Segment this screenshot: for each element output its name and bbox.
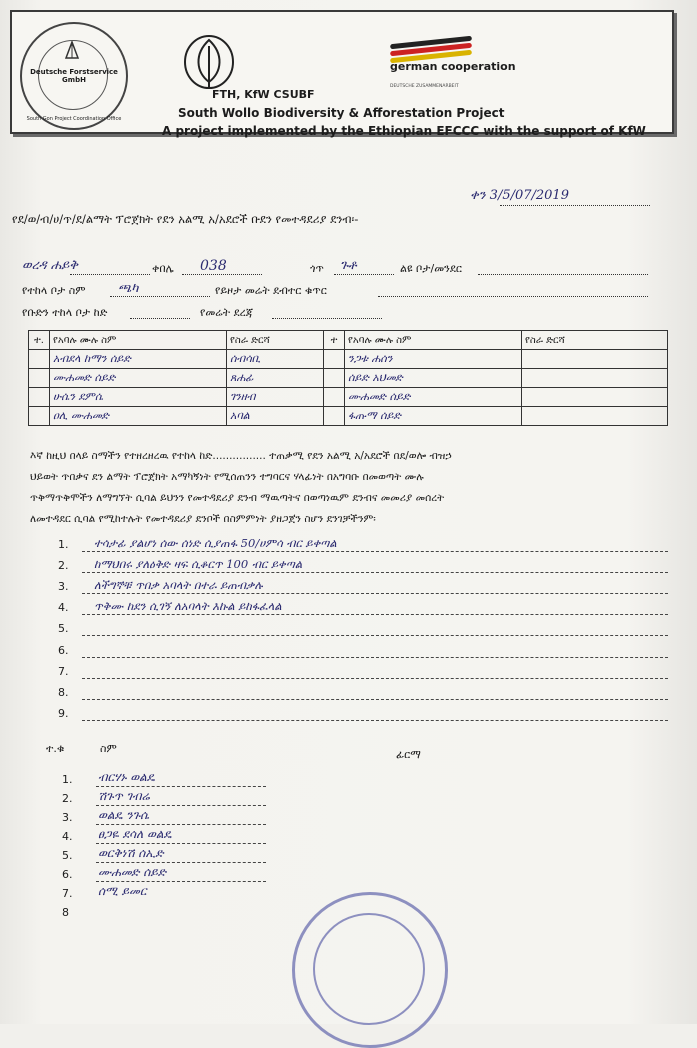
date-line [500, 205, 650, 206]
signer-row [62, 827, 282, 848]
cell [324, 350, 345, 369]
signer-name: ብርሃኑ ወልዴ [98, 770, 155, 784]
efccc-leaf-logo-icon [174, 32, 244, 94]
signers-name-header: ስም [100, 742, 117, 755]
agreement-paragraph [30, 446, 670, 530]
signer-number: 3. [62, 811, 73, 824]
signer-name: ሙሐመድ ሰይድ [98, 865, 167, 879]
signer-number: 4. [62, 830, 73, 843]
signer-number: 7. [62, 887, 73, 900]
table-header-row [29, 331, 668, 350]
rule-line [58, 580, 668, 598]
cell: ጸሐፊ [227, 369, 324, 388]
paragraph-line: እኛ ከዚህ በላይ ስማችን የተዘረዘረዉ የተከላ ከድ................ ተጠቃሚ የደን አልሚ አ/አደሮች በደ/ወሎ ብዝኃ [30, 450, 452, 462]
signers-sign-header: ፊርማ [396, 748, 421, 761]
rule-number: 9. [58, 707, 69, 720]
forestry-service-seal [20, 22, 128, 130]
rule-number: 1. [58, 538, 69, 551]
site-line [478, 274, 648, 275]
signer-underline [96, 805, 266, 806]
signer-name: ወርቅነሽ ሰኢድ [98, 846, 164, 860]
paragraph-line: ህይወት ጥበቃና ደን ልማት ፕሮጀክት አማካኝነት የሚሰጠንን ተግባርና ሃላፊነት በአግባቡ በመወጣት ሙሉ [30, 471, 424, 483]
cell: ሁሴን ደምሴ [50, 388, 227, 407]
grade-line [272, 318, 382, 319]
kebele-line [182, 274, 262, 275]
rule-line [58, 686, 668, 704]
signer-number: 2. [62, 792, 73, 805]
col-header-no: ተ. [29, 331, 50, 350]
rule-line [58, 601, 668, 619]
cell [522, 350, 668, 369]
signer-number: 6. [62, 868, 73, 881]
cell: ሰይድ አህመድ [345, 369, 522, 388]
col-header-name: የአባሉ ሙሉ ስም [50, 331, 227, 350]
signer-number: 1. [62, 773, 73, 786]
rule-number: 4. [58, 601, 69, 614]
signer-row [62, 808, 282, 829]
plant-site-value: ጫካ [118, 281, 139, 296]
signer-name: ሽጉጥ ገብሬ [98, 789, 150, 803]
cell: ገንዘብ [227, 388, 324, 407]
cell [522, 407, 668, 426]
rule-underline [82, 635, 668, 636]
cell [522, 388, 668, 407]
rule-text: ለችግኞቹ ጥበቃ አባላት በተራ ይጠብቃሉ [94, 578, 263, 592]
signer-name: ሰሚ ይመር [98, 884, 147, 898]
site-label: ልዩ ቦታ/መንደር [400, 262, 463, 275]
signer-number: 8 [62, 906, 69, 919]
rule-number: 8. [58, 686, 69, 699]
cell [324, 369, 345, 388]
signer-underline [96, 881, 266, 882]
signer-name: ፀጋዬ ደሳለ ወልዴ [98, 827, 172, 841]
header-line-1: FTH, KfW CSUBF [212, 88, 315, 101]
seal-text: Deutsche Forstservice GmbH [30, 68, 118, 84]
cell [29, 350, 50, 369]
rule-number: 3. [58, 580, 69, 593]
rule-text: ተሳታፊ ያልሆነ ሰው ሰነድ ሲያጠፋ 50/ሀምሳ ብር ይቀጣል [94, 536, 337, 550]
paragraph-line: ለመተዳደር ሲባል የሚከተሉት የመተዳደሪያ ደንቦች በስምምነት ያዘጋጀን ስሆን ደንገቻችንም፡ [30, 513, 376, 525]
signer-row [62, 906, 282, 924]
cell: ሙሐመድ ሰይድ [345, 388, 522, 407]
signer-row [62, 770, 282, 791]
got-label: ጎጥ [310, 262, 324, 275]
kebele-label: ቀበሌ [152, 262, 174, 275]
seal-subtext: South Gon Project Coordination Office [26, 116, 122, 122]
rule-text: ከማህበሩ ያለዕቅድ ዛፍ ሲቆርጥ 100 ብር ይቀጣል [94, 557, 303, 571]
table-row [29, 388, 668, 407]
rule-line [58, 665, 668, 683]
kebele-value: 038 [200, 258, 227, 274]
cell [522, 369, 668, 388]
project-header-banner [10, 10, 674, 138]
wereda-line [70, 274, 150, 275]
rule-underline [82, 657, 668, 658]
german-cooperation-subtext: DEUTSCHE ZUSAMMENARBEIT [390, 84, 459, 89]
signer-underline [96, 824, 266, 825]
rule-number: 2. [58, 559, 69, 572]
col-header-no-2: ተ [324, 331, 345, 350]
rule-underline [82, 720, 668, 721]
got-line [334, 274, 394, 275]
rule-line [58, 644, 668, 662]
header-line-2: South Wollo Biodiversity & Afforestation Project [178, 106, 505, 120]
cell: ሙሐመድ ሰይድ [50, 369, 227, 388]
cell [324, 407, 345, 426]
signer-underline [96, 862, 266, 863]
plant-site-label: የተከላ ቦታ ስም [22, 284, 86, 297]
col-header-role-2: የስራ ድርሻ [522, 331, 668, 350]
header-line-3: A project implemented by the Ethiopian EFCCC with the support of KfW [162, 124, 646, 138]
signers-no-header: ተ.ቁ [46, 742, 65, 755]
cell: ሰብሳቢ [227, 350, 324, 369]
rule-line [58, 707, 668, 725]
rule-underline [82, 551, 668, 552]
rule-text: ጥቅሙ ከደን ሲገኝ ለአባላት እኩል ይከፋፈላል [94, 599, 282, 613]
group-label: የቡድን ተከላ ቦታ ከድ [22, 306, 108, 319]
signer-row [62, 789, 282, 810]
rule-underline [82, 678, 668, 679]
table-row [29, 369, 668, 388]
table-row [29, 407, 668, 426]
col-header-role: የስራ ድርሻ [227, 331, 324, 350]
cell [324, 388, 345, 407]
rule-number: 6. [58, 644, 69, 657]
cell: ፋጡማ ሰይድ [345, 407, 522, 426]
date-field: ቀን 3/5/07/2019 [470, 188, 569, 203]
signer-row [62, 884, 282, 905]
cell: ንጋቱ ሐሰን [345, 350, 522, 369]
rule-underline [82, 572, 668, 573]
col-header-name-2: የአባሉ ሙሉ ስም [345, 331, 522, 350]
cell: አብደላ ከማን ሰይድ [50, 350, 227, 369]
rule-underline [82, 614, 668, 615]
official-stamp [292, 892, 448, 1048]
cell: አባል [227, 407, 324, 426]
paragraph-line: ጥቅማጥቅሞችን ለማግኘት ሲባል ይህንን የመተዳደሪያ ደንብ ማዉጣትና በወጣነዉም ደንብና መመሪያ መሰረት [30, 492, 445, 504]
form-title: የደ/ወ/ብ/ሀ/ጥ/ደ/ልማት ፕሮጀክት የደን አልሚ አ/አደሮች ቡደን የመተዳደሪያ ደንብ፡- [12, 212, 359, 226]
stamp-inner-ring [313, 913, 425, 1025]
table-row [29, 350, 668, 369]
rule-number: 7. [58, 665, 69, 678]
rule-line [58, 622, 668, 640]
members-table [28, 330, 668, 426]
signer-name: ወልዴ ንጉሴ [98, 808, 150, 822]
cell: ዐሊ ሙሐመድ [50, 407, 227, 426]
rule-underline [82, 699, 668, 700]
german-cooperation-text: german cooperation [390, 60, 516, 73]
group-line [130, 318, 190, 319]
holding-label: የይዞታ መሬት ደብተር ቁጥር [215, 284, 327, 297]
signer-underline [96, 843, 266, 844]
rule-number: 5. [58, 622, 69, 635]
cell [29, 369, 50, 388]
signer-number: 5. [62, 849, 73, 862]
rule-underline [82, 593, 668, 594]
signer-row [62, 846, 282, 867]
signer-underline [96, 786, 266, 787]
cell [29, 388, 50, 407]
cell [29, 407, 50, 426]
holding-line [378, 296, 648, 297]
rule-line [58, 538, 668, 556]
signer-row [62, 865, 282, 886]
got-value: ጉቶ [340, 258, 357, 273]
plant-site-line [110, 296, 210, 297]
grade-label: የመሬት ደረጃ [200, 306, 254, 319]
rule-line [58, 559, 668, 577]
wereda-value: ወረዳ ሐይቅ [22, 258, 78, 273]
